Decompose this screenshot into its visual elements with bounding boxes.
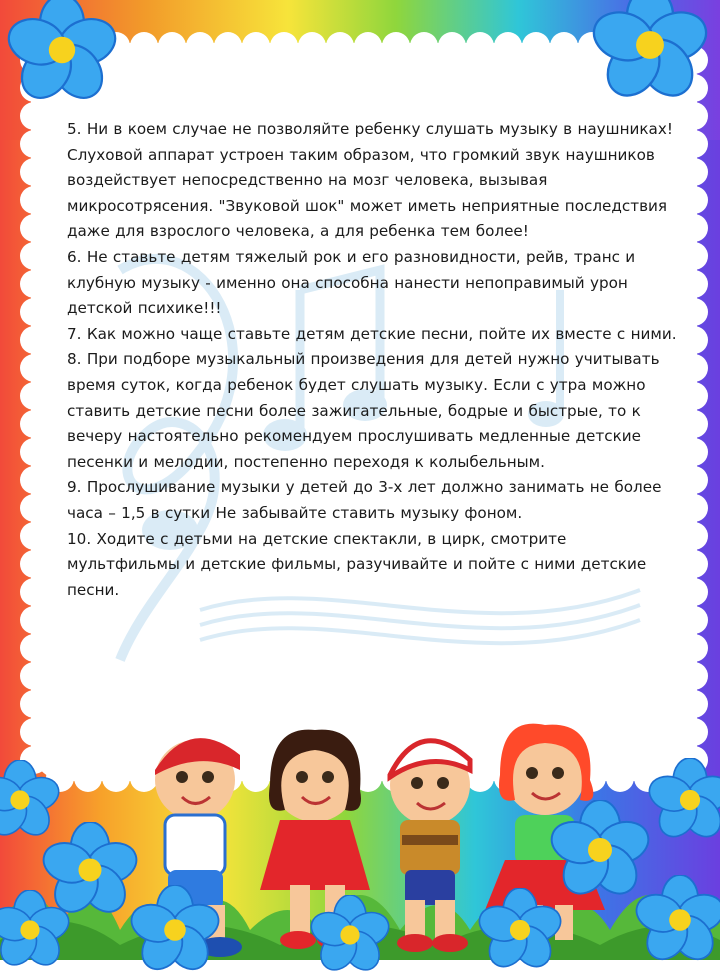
flower-icon bbox=[0, 890, 70, 970]
paper-scallop bbox=[680, 550, 708, 578]
paper-scallop bbox=[186, 32, 214, 60]
paper-scallop bbox=[20, 102, 48, 130]
paper-scallop bbox=[438, 32, 466, 60]
paper-scallop bbox=[680, 662, 708, 690]
paper-scallop bbox=[20, 214, 48, 242]
flower-icon bbox=[478, 888, 562, 972]
paper-scallop bbox=[20, 550, 48, 578]
paper-scallop bbox=[20, 326, 48, 354]
paper-scallop bbox=[20, 382, 48, 410]
paper-scallop bbox=[494, 32, 522, 60]
paper-scallop bbox=[680, 214, 708, 242]
child-3 bbox=[390, 741, 470, 952]
paper-scallop bbox=[410, 32, 438, 60]
flower-icon bbox=[130, 885, 220, 975]
paper-scallop bbox=[680, 494, 708, 522]
paper-scallop bbox=[680, 690, 708, 718]
paper-scallop bbox=[158, 32, 186, 60]
paper-scallop bbox=[550, 32, 578, 60]
paper-scallop bbox=[20, 242, 48, 270]
paper-scallop bbox=[74, 764, 102, 792]
paper-scallop bbox=[20, 690, 48, 718]
paper-scallop bbox=[20, 634, 48, 662]
flower-icon bbox=[635, 875, 720, 965]
paper-scallop bbox=[20, 578, 48, 606]
paper-scallop bbox=[20, 410, 48, 438]
paper-scallop bbox=[382, 32, 410, 60]
paper-scallop bbox=[522, 32, 550, 60]
paper-scallop bbox=[680, 606, 708, 634]
paper-scallop bbox=[20, 494, 48, 522]
paragraph-8: 8. При подборе музыкальный произведения для детей нужно учитывать время суток, когда ребенок будет слушать музыку. Если с утра можно ставить детские песни более зажигательные, бодрые и быстрые, то к вечеру настоятельно рекомендуем прослушивать медленные детские песенки и мелодии, постепенно переходя к колыбельным. bbox=[67, 350, 660, 471]
paper-scallop bbox=[466, 32, 494, 60]
paper-scallop bbox=[680, 382, 708, 410]
paper-scallop bbox=[680, 242, 708, 270]
flower-icon bbox=[310, 895, 390, 975]
paragraph-5: 5. Ни в коем случае не позволяйте ребенку слушать музыку в наушниках! Слуховой аппарат устроен таким образом, что громкий звук наушников воздействует непосредственно на мозг человека, вызывая микросотрясения. "Звуковой шок" может иметь неприятные последствия даже для взрослого человека, а для ребенка тем более! bbox=[67, 120, 673, 241]
paper-scallop bbox=[20, 522, 48, 550]
paper-scallop bbox=[680, 326, 708, 354]
paper-scallop bbox=[130, 32, 158, 60]
paper-scallop bbox=[298, 32, 326, 60]
paper-scallop bbox=[20, 130, 48, 158]
paper-scallop bbox=[680, 270, 708, 298]
paper-scallop bbox=[20, 298, 48, 326]
paper-scallop bbox=[680, 158, 708, 186]
paper-scallop bbox=[680, 298, 708, 326]
paper-scallop bbox=[20, 354, 48, 382]
paper-scallop bbox=[242, 32, 270, 60]
flower-icon bbox=[592, 0, 708, 103]
paper-scallop bbox=[20, 606, 48, 634]
paragraph-9: 9. Прослушивание музыки у детей до 3-х лет должно занимать не более часа – 1,5 в сутки Не забывайте ставить музыку фоном. bbox=[67, 478, 662, 522]
paragraph-7: 7. Как можно чаще ставьте детям детские песни, пойте их вместе с ними. bbox=[67, 324, 677, 343]
paper-scallop bbox=[680, 466, 708, 494]
paper-scallop bbox=[680, 718, 708, 746]
paper-scallop bbox=[680, 522, 708, 550]
paper-scallop bbox=[20, 466, 48, 494]
paper-scallop bbox=[680, 130, 708, 158]
advice-text bbox=[67, 117, 683, 603]
paper-scallop bbox=[270, 32, 298, 60]
paragraph-6: 6. Не ставьте детям тяжелый рок и его разновидности, рейв, транс и клубную музыку - именно она способна нанести непоправимый урон детской психике!!! bbox=[67, 247, 636, 318]
flower-icon bbox=[648, 758, 720, 842]
paper-scallop bbox=[680, 410, 708, 438]
paper-scallop bbox=[680, 186, 708, 214]
paper-scallop bbox=[680, 438, 708, 466]
paper-scallop bbox=[680, 578, 708, 606]
paper-scallop bbox=[354, 32, 382, 60]
paper-scallop bbox=[20, 438, 48, 466]
paper-scallop bbox=[20, 186, 48, 214]
paper-scallop bbox=[326, 32, 354, 60]
paper-scallop bbox=[680, 102, 708, 130]
paragraph-10: 10. Ходите с детьми на детские спектакли, в цирк, смотрите мультфильмы и детские фильмы, разучивайте и пойте с ними детские песни. bbox=[67, 529, 647, 599]
paper-scallop bbox=[20, 662, 48, 690]
paper-scallop bbox=[20, 270, 48, 298]
paper-scallop bbox=[214, 32, 242, 60]
flower-icon bbox=[7, 0, 117, 105]
paper-scallop bbox=[680, 634, 708, 662]
paper-scallop bbox=[20, 158, 48, 186]
paper-scallop bbox=[20, 718, 48, 746]
paper-scallop bbox=[680, 354, 708, 382]
